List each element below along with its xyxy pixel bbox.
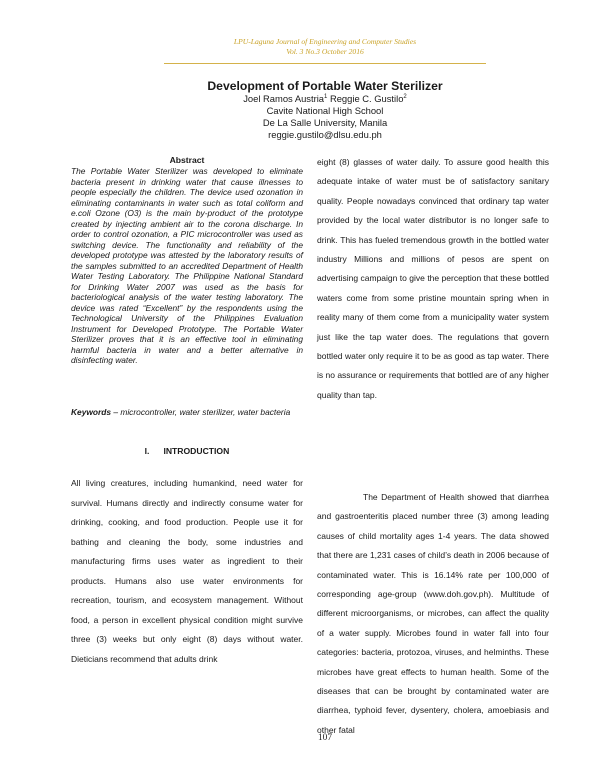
journal-volume: Vol. 3 No.3 October 2016 [286,47,364,56]
author-2: Reggie C. Gustilo [327,93,404,104]
author-2-mark: 2 [403,93,407,100]
keywords-list: – microcontroller, water sterilizer, water bacteria [111,407,291,417]
right-paragraph-1: eight (8) glasses of water daily. To assure good health this adequate intake of water must be of satisfactory sanitary quality. People nowadays convinced that ordinary tap water provided by the local water distributor is no longer safe to drink. This has fueled tremendous growth in the bottled water industry Millions and millions of pesos are spent on advertising campaign to give the perception that these bottled waters come from some pristine mountain spring when in reality many of them come from a municipality water system just like the tap water does. The regulations that govern bottled water only require it to be as good as tap water. There is no assurance or requirements that bottled are of any higher quality than tap. [317,157,549,400]
author-1-mark: 1 [324,93,328,100]
keywords-label: Keywords [71,407,112,417]
affiliation-2: De La Salle University, Manila [262,117,388,128]
abstract-text: The Portable Water Sterilizer was developed to eliminate bacteria present in drinking water that cause illnesses to people especially the children. The device used ozonation in eliminating contaminants in water such as total coliform and e.coli Ozone (O3) is the main by-product of the prototype created by injecting ambient air to the corona discharge. In order to control ozonation, a PIC microcontroller was used as switching device. The functionality and reliability of the developed prototype was attested by the laboratory results of the samples submitted to an accredited Department of Health Water Testing Laboratory. The Philippine National Standard for Drinking Water 2007 was used as the basis for bacteriological analysis of the water testing laboratory. The device was rated “Excellent” by the respondents using the Technological University of the Philippines Evaluation Instrument for Developed Prototype. The Portable Water Sterilizer proves that it is an effective tool in eliminating harmful bacteria in water and a better alternative in disinfecting water. [71,166,303,365]
journal-name: LPU-Laguna Journal of Engineering and Computer Studies [233,37,417,46]
page-number: 107 [317,733,333,743]
keywords [71,407,303,418]
section-number: I. [144,446,150,456]
abstract-heading: Abstract [169,155,205,165]
author-1: Joel Ramos Austria [243,93,324,104]
paper-title: Development of Portable Water Sterilizer [207,79,443,93]
journal-header [180,37,470,57]
right-paragraph-2: The Department of Health showed that diarrhea and gastroenteritis placed number three (3) among leading causes of child mortality ages 1-4 years. The data showed that there are 1,231 cases of child’s death in 2006 because of contaminated water. This is 16.14% rate per 100,000 of corresponding age-group (www.doh.gov.ph). Multitude of different microorganisms, or microbes, can affect the quality of a water supply. Microbes found in water fall into four categories: bacteria, protozoa, viruses, and helminths. These microbes have great effects to human health. Some of the diseases that can be brought by contaminated water are diarrhea, typhoid fever, dysentery, cholera, amoebiasis and other fatal [317,492,549,735]
section-title: INTRODUCTION [163,446,230,456]
intro-paragraph: All living creatures, including humankind, need water for survival. Humans directly and indirectly consume water for drinking, cooking, and food production. People use it for bathing and cleaning the body, some industries and manufacturing firms uses water as ingredient to their products. Humans also use water environments for recreation, tourism, and ecosystem management. Without food, a person in excellent physical condition might survive three (3) weeks but only eight (8) days without water. Dieticians recommend that adults drink [71,478,303,664]
header-rule [164,63,486,64]
author-names [160,93,490,105]
section-heading [71,446,303,457]
author-email: reggie.gustilo@dlsu.edu.ph [268,129,382,140]
author-block [160,93,490,141]
affiliation-1: Cavite National High School [266,105,384,116]
